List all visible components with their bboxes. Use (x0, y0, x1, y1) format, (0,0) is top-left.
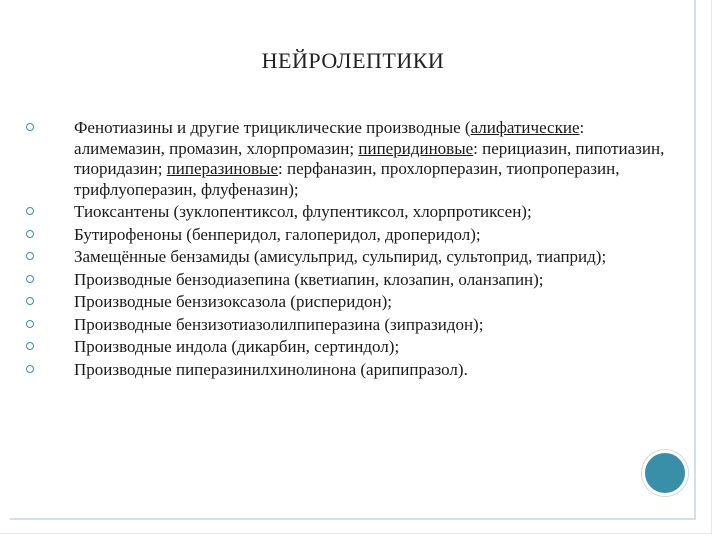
list-item (26, 225, 666, 246)
list-item-text: Бутирофеноны (бенперидол, галоперидол, дроперидол); (74, 224, 481, 244)
circle-bullet-icon (26, 365, 34, 373)
list-item-text: : перфаназин, прохлорперазин, тиопроперазин, трифлуоперазин, флуфеназин); (74, 159, 620, 199)
list-item-text: Производные пиперазинилхинолинона (арипипразол). (74, 359, 468, 379)
bullet-list (26, 118, 666, 382)
slide-title: НЕЙРОЛЕПТИКИ (261, 48, 445, 73)
decorative-circle (642, 450, 688, 496)
circle-bullet-icon (26, 207, 34, 215)
list-item (26, 118, 666, 200)
list-item (26, 292, 666, 313)
list-item-text: Производные бензодиазепина (кветиапин, клозапин, оланзапин); (74, 269, 544, 289)
list-item-text: Тиоксантены (зуклопентиксол, флупентиксол, хлорпротиксен); (74, 202, 532, 221)
list-item-subheading: пиперазиновые (166, 159, 278, 178)
circle-bullet-icon (26, 230, 34, 238)
list-item-text: Замещённые бензамиды (амисульприд, сульпирид, сультоприд, тиаприд); (74, 247, 607, 266)
list-item-text: Фенотиазины и другие трициклические производные ( (74, 118, 471, 137)
circle-bullet-icon (26, 297, 34, 305)
list-item-subheading: алифатические (470, 118, 580, 137)
circle-bullet-icon (26, 342, 34, 350)
list-item-text: : перициазин, пипотиазин, тиоридазин; (74, 138, 665, 178)
list-item (26, 315, 666, 336)
list-item-text: Производные бензизоксазола (рисперидон); (74, 292, 392, 311)
list-item (26, 270, 666, 291)
circle-bullet-icon (26, 123, 34, 131)
list-item-subheading: пиперидиновые (358, 138, 474, 158)
circle-bullet-icon (26, 252, 34, 260)
list-item-text: Производные бензизотиазолилпиперазина (зипразидон); (74, 314, 484, 334)
list-item (26, 247, 666, 268)
circle-bullet-icon (26, 320, 34, 328)
list-item (26, 202, 666, 223)
list-item (26, 360, 666, 381)
circle-bullet-icon (26, 275, 34, 283)
list-item (26, 337, 666, 358)
list-item-text: : алимемазин, промазин, хлорпромазин; (74, 118, 585, 158)
list-item-text: Производные индола (дикарбин, сертиндол); (74, 337, 400, 356)
